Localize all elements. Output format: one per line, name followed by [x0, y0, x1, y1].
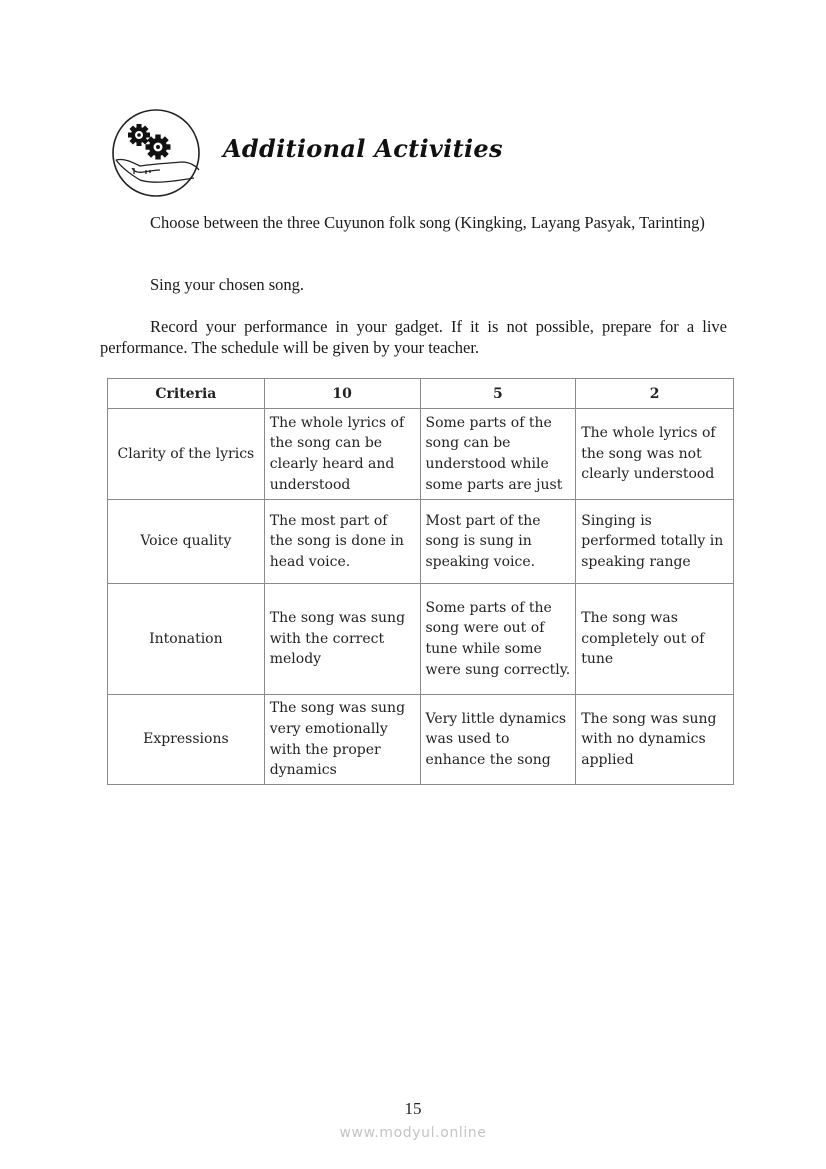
score-10-cell: The whole lyrics of the song can be clearly heard and understood	[264, 409, 420, 500]
table-row	[108, 409, 734, 500]
score-10-cell: The song was sung very emotionally with the proper dynamics	[264, 695, 420, 785]
instruction-paragraph	[100, 274, 727, 295]
table-header-row	[108, 379, 734, 409]
criteria-cell: Clarity of the lyrics	[108, 409, 265, 500]
score-10-cell: The most part of the song is done in head voice.	[264, 500, 420, 584]
criteria-cell: Voice quality	[108, 500, 265, 584]
instruction-text: Record your performance in your gadget. If it is not possible, prepare for a live performance. The schedule will be given by your teacher.	[100, 317, 727, 357]
gears-in-hand-icon	[110, 108, 202, 198]
instruction-text: Sing your chosen song.	[150, 275, 304, 294]
rubric-table	[107, 378, 734, 785]
score-2-cell: The song was sung with no dynamics applied	[576, 695, 734, 785]
criteria-cell: Intonation	[108, 584, 265, 695]
gear-icon	[146, 135, 171, 160]
instruction-paragraph	[100, 212, 727, 233]
score-5-cell: Very little dynamics was used to enhance the song	[420, 695, 576, 785]
column-header-criteria: Criteria	[108, 379, 265, 409]
criteria-cell: Expressions	[108, 695, 265, 785]
column-header-2: 2	[576, 379, 734, 409]
score-5-cell: Most part of the song is sung in speaking voice.	[420, 500, 576, 584]
score-5-cell: Some parts of the song can be understood while some parts are just	[420, 409, 576, 500]
gear-icon	[128, 124, 150, 146]
score-10-cell: The song was sung with the correct melody	[264, 584, 420, 695]
column-header-10: 10	[264, 379, 420, 409]
watermark: www.modyul.online	[339, 1125, 487, 1141]
section-title: Additional Activities	[223, 134, 503, 163]
table-row	[108, 500, 734, 584]
page-number: 15	[404, 1099, 422, 1118]
table-row	[108, 695, 734, 785]
column-header-5: 5	[420, 379, 576, 409]
score-2-cell: Singing is performed totally in speaking range	[576, 500, 734, 584]
score-2-cell: The whole lyrics of the song was not clearly understood	[576, 409, 734, 500]
instruction-paragraph	[100, 316, 727, 358]
score-5-cell: Some parts of the song were out of tune while some were sung correctly.	[420, 584, 576, 695]
score-2-cell: The song was completely out of tune	[576, 584, 734, 695]
table-row	[108, 584, 734, 695]
instruction-text: Choose between the three Cuyunon folk song (Kingking, Layang Pasyak, Tarinting)	[150, 213, 705, 232]
